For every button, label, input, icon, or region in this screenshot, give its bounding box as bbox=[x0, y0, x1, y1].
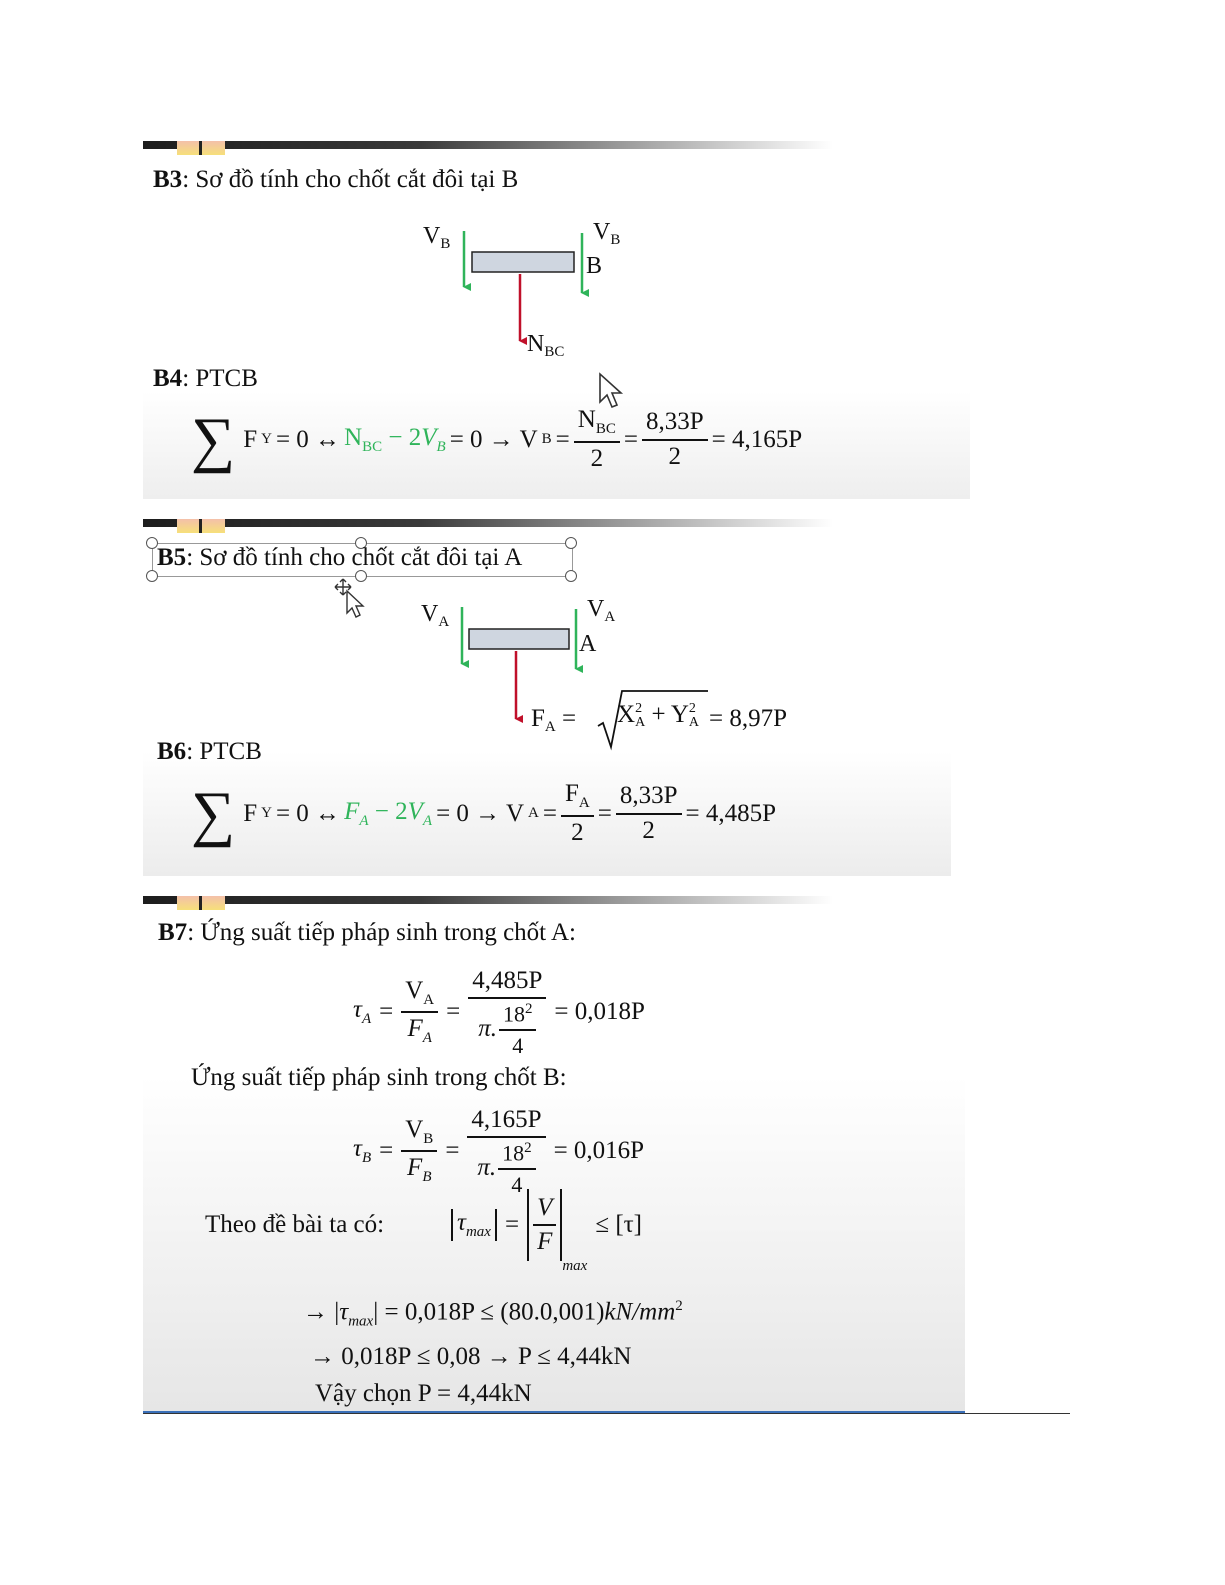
b7-title: : Ứng suất tiếp pháp sinh trong chốt A: bbox=[187, 919, 576, 946]
b4-fraction-2: $\frac{8,33P}{2}$ bbox=[642, 409, 708, 470]
b3-beam bbox=[472, 252, 574, 272]
b5-title: : Sơ đồ tính cho chốt cắt đôi tại A bbox=[186, 544, 523, 571]
b6-result: = 4,485P bbox=[685, 799, 777, 827]
slide-accent-bar bbox=[143, 896, 833, 904]
b4-step-label: B4 bbox=[153, 365, 183, 392]
b3-title: : Sơ đồ tính cho chốt cắt đôi tại B bbox=[182, 166, 519, 193]
tau-b-result: = 0,016P bbox=[553, 1137, 645, 1165]
sigma-symbol: ∑ bbox=[191, 405, 236, 474]
b6-fraction-2: $\frac{8,33P}{2}$ bbox=[616, 783, 682, 844]
b3-point-label: B bbox=[586, 253, 603, 279]
tau-a-equation: $\tau_A$ = $\frac{V_A}{F_A}$ = 4,485P π. $\frac{18^2}{4}$ = 0,018P bbox=[353, 967, 645, 1058]
max-shear-condition: $\tau_{max}$ = $\frac{V}{F}$ $_{max}$ ≤ [τ] bbox=[451, 1189, 642, 1261]
panel-b5-b6 bbox=[143, 519, 951, 876]
sigma-symbol: ∑ bbox=[191, 779, 236, 848]
b4-heading bbox=[153, 365, 258, 393]
b5-resultant-value: = 8,97P bbox=[709, 705, 788, 732]
b3-step-label: B3 bbox=[153, 166, 183, 193]
b7-line-b: Ứng suất tiếp pháp sinh trong chốt B: bbox=[191, 1064, 567, 1091]
b5-resultant-equation: $F_A$ = bbox=[531, 705, 577, 735]
mouse-cursor-icon bbox=[598, 372, 624, 410]
b7-theo-label: Theo đề bài ta có: bbox=[205, 1211, 385, 1238]
b6-equilibrium-equation: ∑ F Y = 0 ↔ $F_A - 2V_A$ = 0 → V A = $\frac{F_A}{2}$ = $\frac{8,33P}{2}$ = 4,485P bbox=[191, 779, 777, 848]
b6-heading bbox=[157, 738, 262, 766]
tau-b-equation: $\tau_B$ = $\frac{V_B}{F_B}$ = 4,165P π. $\frac{18^2}{4}$ = 0,016P bbox=[353, 1106, 645, 1197]
tau-a-result: = 0,018P bbox=[554, 998, 645, 1026]
b7-step-label: B7 bbox=[158, 919, 188, 946]
footer-rule bbox=[143, 1413, 1070, 1414]
panel-b3-b4 bbox=[143, 141, 970, 499]
slide-accent-marker bbox=[177, 896, 225, 910]
b4-fraction-1: $\frac{N_{BC}}{2}$ bbox=[574, 407, 620, 472]
b6-step-label: B6 bbox=[157, 738, 187, 765]
b3-bottom-force-label: $N_{BC}$ bbox=[527, 331, 565, 360]
b6-fraction-1: $\frac{F_A}{2}$ bbox=[561, 781, 594, 846]
b7-heading bbox=[158, 919, 576, 947]
b6-title: : PTCB bbox=[186, 738, 262, 765]
b5-beam bbox=[469, 629, 569, 649]
b7-line-1: → $|\tau_{max}| = 0,018P \le (80.0,001)kN/mm^2$ bbox=[303, 1298, 683, 1330]
b5-step-label: B5 bbox=[157, 544, 187, 571]
b3-left-force-label: $V_B$ bbox=[423, 223, 451, 252]
b5-left-force-label: $V_A$ bbox=[421, 601, 450, 630]
b4-equilibrium-equation: ∑ F Y = 0 ↔ $N_{BC} - 2V_B$ = 0 → V B = $\frac{N_{BC}}{2}$ = $\frac{8,33P}{2}$ = 4,165P bbox=[191, 405, 803, 474]
panel-b7 bbox=[143, 896, 965, 1411]
b3-right-force-label: $V_B$ bbox=[593, 219, 621, 248]
b5-point-label: A bbox=[579, 631, 597, 657]
b4-result: = 4,165P bbox=[711, 425, 803, 453]
b7-line-3: Vậy chọn P = 4,44kN bbox=[315, 1380, 532, 1407]
b4-title: : PTCB bbox=[182, 365, 258, 392]
b5-right-force-label: $V_A$ bbox=[587, 596, 616, 625]
b7-line-2: → 0,018P ≤ 0,08 → P ≤ 4,44kN bbox=[310, 1343, 632, 1370]
b5-sqrt-content: X 2 A + Y 2 A bbox=[617, 701, 700, 731]
